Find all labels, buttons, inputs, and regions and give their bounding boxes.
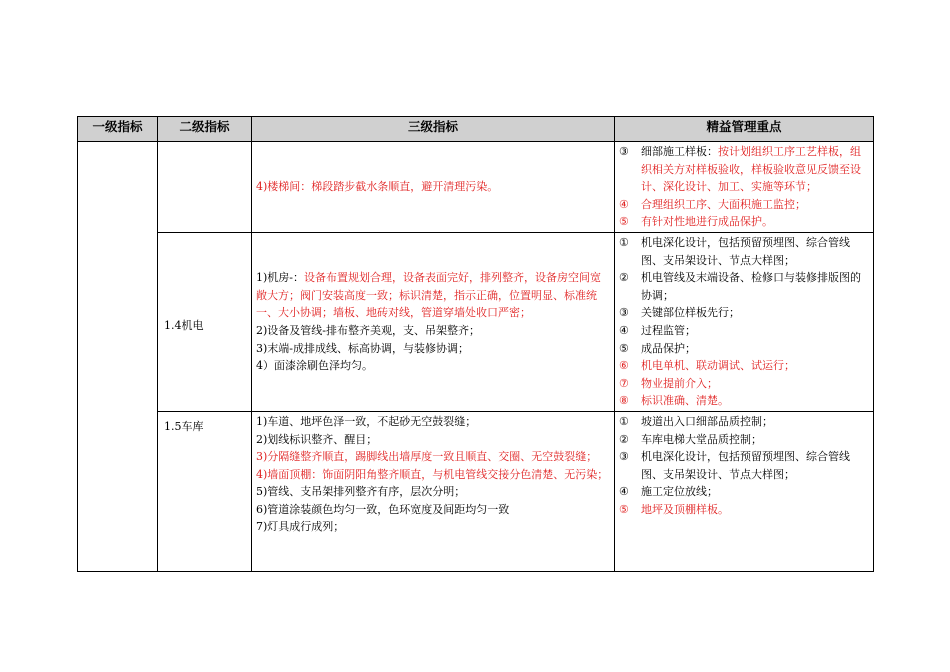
text-run: 机电深化设计，包括预留预埋图、综合管线图、支吊架设计、节点大样图； [641, 450, 850, 481]
text-run: 7)灯具成行成列； [256, 520, 345, 534]
focus-item-text [641, 357, 869, 375]
header-level1: 一级指标 [78, 117, 158, 142]
focus-item-number: ④ [619, 197, 629, 211]
level2-cell-empty [158, 142, 252, 233]
focus-item-number: ④ [619, 323, 629, 337]
text-run: 2)划线标识整齐、醒目； [256, 432, 378, 446]
table-header-row [78, 117, 874, 142]
focus-cell [615, 142, 874, 233]
table-row [78, 232, 874, 411]
focus-item-number: ① [619, 414, 629, 428]
text-run: 机电深化设计，包括预留预埋图、综合管线图、支吊架设计、节点大样图； [641, 235, 850, 267]
focus-item [619, 213, 869, 231]
table-row [78, 411, 874, 571]
focus-item [619, 196, 869, 214]
criteria-line [256, 466, 610, 484]
focus-item-number: ① [619, 235, 629, 249]
focus-item [619, 431, 869, 449]
focus-item-text [641, 501, 869, 519]
text-run: 细部施工样板： [641, 145, 718, 158]
focus-item-text [641, 340, 869, 358]
text-run: 4)楼梯间：梯段踏步截水条顺直，避开清理污染。 [256, 180, 499, 194]
focus-item-number: ③ [619, 450, 629, 464]
focus-item-number: ⑤ [619, 502, 629, 516]
text-run: 关键部位样板先行； [641, 306, 740, 320]
focus-item [619, 143, 869, 196]
focus-item-number: ② [619, 271, 629, 285]
table-row [78, 142, 874, 233]
focus-item-text [641, 392, 869, 410]
header-level3: 三级指标 [252, 117, 615, 142]
text-run: 成品保护； [641, 341, 696, 355]
focus-item [619, 340, 869, 358]
level1-cell [78, 142, 158, 572]
focus-item-text [641, 448, 869, 483]
focus-item-number: ③ [619, 145, 629, 158]
text-run: 有针对性地进行成品保护。 [641, 215, 773, 229]
text-run: 设备布置规划合理，设备表面完好，排列整齐，设备房空间宽敞大方；阀门安装高度一致；标识清楚，指示正确，位置明显、标准统一、大小协调；墙板、地砖对线，管道穿墙处收口严密； [256, 271, 602, 320]
criteria-line [256, 269, 610, 322]
focus-item [619, 448, 869, 483]
text-run: 过程监管； [641, 323, 696, 337]
focus-item-text [641, 213, 869, 231]
focus-item [619, 304, 869, 322]
text-run: 机电单机、联动调试、试运行； [641, 359, 795, 373]
focus-item-number: ⑧ [619, 394, 629, 408]
focus-cell [615, 232, 874, 411]
text-run: 按计划组织工序工艺样板，组织相关方对样板验收，样板验收意见反馈至设计、深化设计、加工、实施等环节； [641, 145, 861, 194]
text-run: 2)设备及管线-排布整齐美观，支、吊架整齐； [256, 323, 481, 337]
text-run: 5)管线、支吊架排列整齐有序，层次分明； [256, 485, 466, 499]
text-run: 标识准确、清楚。 [641, 394, 729, 408]
focus-item [619, 392, 869, 410]
text-run: 车库电梯大堂品质控制； [641, 432, 762, 446]
criteria-line [256, 483, 610, 501]
criteria-line [256, 340, 610, 358]
criteria-line [256, 322, 610, 340]
focus-item-number: ⑤ [619, 215, 629, 229]
focus-item-text [641, 375, 869, 393]
criteria-line [256, 357, 610, 375]
text-run: 地坪及顶棚样板。 [641, 502, 729, 516]
focus-item-text [641, 234, 869, 269]
text-run: 3)末端-成排成线、标高协调，与装修协调； [256, 341, 470, 355]
focus-item-text [641, 431, 869, 449]
focus-item-text [641, 269, 869, 304]
header-level2: 二级指标 [158, 117, 252, 142]
level2-cell: 1.4机电 [158, 232, 252, 411]
text-run: 4)墙面顶棚：饰面阴阳角整齐顺直，与机电管线交接分色清楚、无污染； [256, 467, 609, 481]
focus-item-number: ⑤ [619, 341, 629, 355]
focus-item-number: ③ [619, 306, 629, 320]
indicator-table [77, 116, 874, 572]
focus-item [619, 322, 869, 340]
focus-item-text [641, 143, 869, 196]
criteria-line [256, 431, 610, 449]
criteria-line [256, 518, 610, 536]
focus-item [619, 269, 869, 304]
header-focus: 精益管理重点 [615, 117, 874, 142]
level3-cell [252, 232, 615, 411]
focus-item-text [641, 322, 869, 340]
level3-cell [252, 142, 615, 233]
focus-item [619, 357, 869, 375]
text-run: 1)机房-： [256, 271, 305, 285]
focus-item [619, 501, 869, 519]
text-run: 3)分隔缝整齐顺直，踢脚线出墙厚度一致且顺直、交圈、无空鼓裂缝； [256, 450, 598, 464]
focus-item-text [641, 196, 869, 214]
focus-item-number: ④ [619, 485, 629, 499]
focus-item-number: ⑥ [619, 359, 629, 373]
text-run: 施工定位放线； [641, 485, 718, 499]
focus-item [619, 375, 869, 393]
level2-cell: 1.5车库 [158, 411, 252, 571]
text-run: 物业提前介入； [641, 376, 718, 390]
focus-item [619, 234, 869, 269]
criteria-line [256, 501, 610, 519]
text-run: 机电管线及末端设备、检修口与装修排版图的协调； [641, 271, 861, 302]
focus-cell [615, 411, 874, 571]
criteria-line [256, 178, 610, 196]
focus-item-text [641, 413, 869, 431]
text-run: 坡道出入口细部品质控制； [641, 414, 773, 428]
focus-item-number: ② [619, 432, 629, 446]
criteria-line [256, 448, 610, 466]
level3-cell [252, 411, 615, 571]
focus-item-text [641, 483, 869, 501]
text-run: 1)车道、地坪色泽一致，不起砂无空鼓裂缝； [256, 414, 477, 428]
focus-item [619, 483, 869, 501]
text-run: 6)管道涂装颜色均匀一致，色环宽度及间距均匀一致 [256, 502, 510, 516]
text-run: 4）面漆涂刷色泽均匀。 [256, 359, 373, 373]
focus-item [619, 413, 869, 431]
focus-item-number: ⑦ [619, 376, 629, 390]
text-run: 合理组织工序、大面积施工监控； [641, 197, 806, 211]
focus-item-text [641, 304, 869, 322]
criteria-line [256, 413, 610, 431]
